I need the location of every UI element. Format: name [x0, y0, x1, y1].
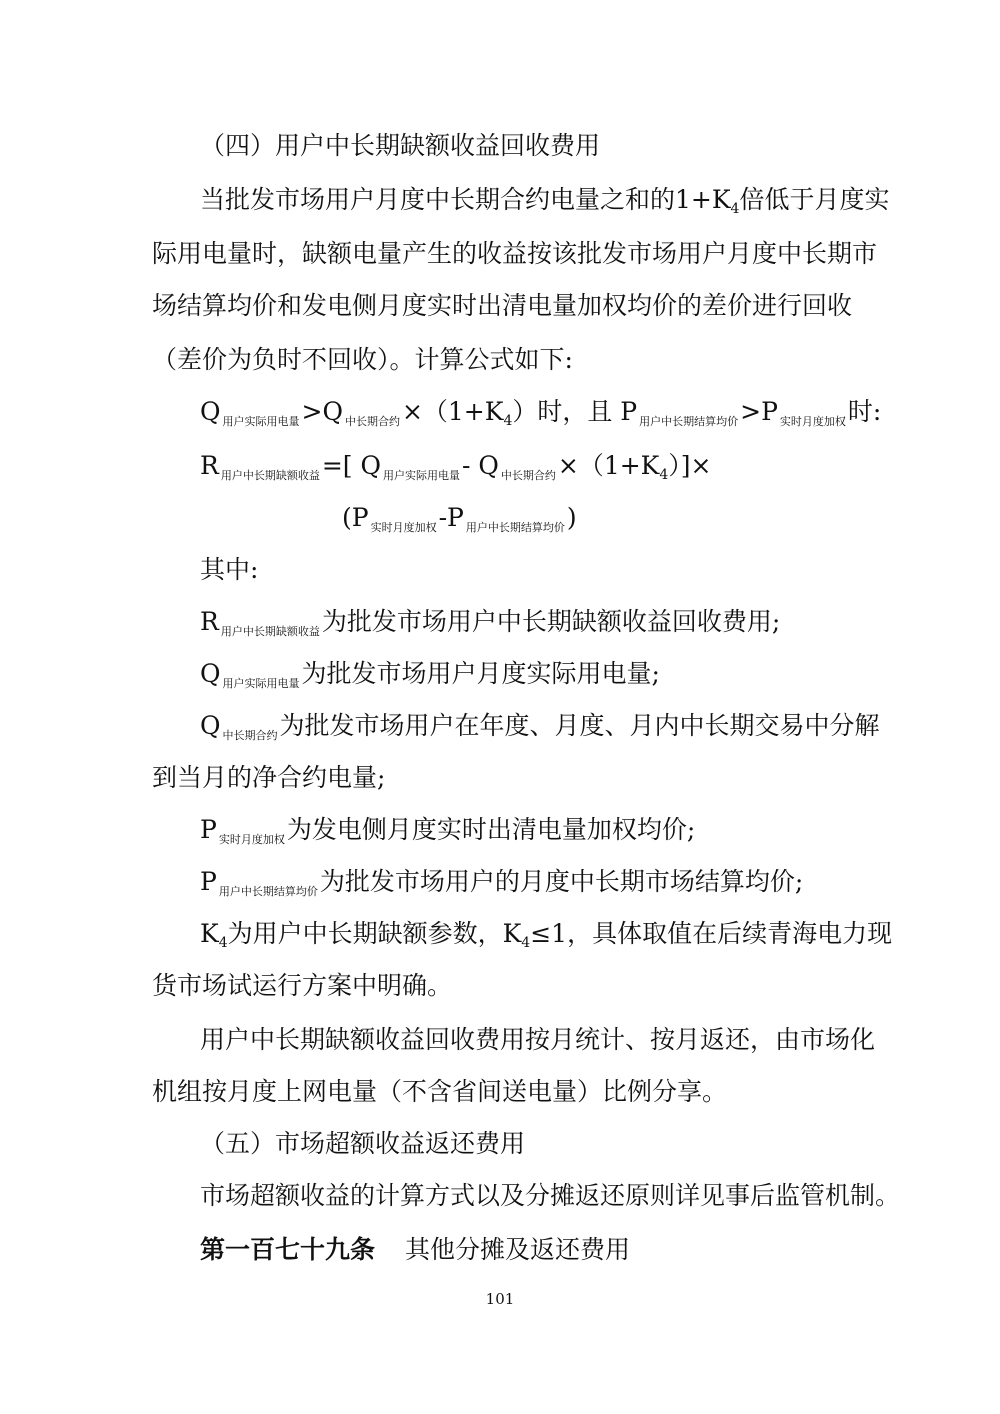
formula-condition: Q $_{用户实际用电量}$>Q $_{中长期合约}\times(1+K_4)$时，且 P $_{用户中长期结算均价}$>P $_{实时月度加权}$时: [200, 397, 882, 429]
definition-r: R $_{用户中长期缺额收益}$为批发市场用户中长期缺额收益回收费用; [200, 607, 781, 638]
article-label: 第一百七十九条 [200, 1235, 376, 1264]
definition-p-realtime: P $_{实时月度加权}$为发电侧月度实时出清电量加权均价; [200, 815, 696, 846]
formula-equation: R $_{用户中长期缺额收益}$=[ Q $_{用户实际用电量}$- Q $_{中长期合约}\times(1+K_4)]\times$ [200, 451, 712, 483]
section-heading-5: （五）市场超额收益返还费用 [200, 1129, 526, 1158]
definition-p-settlement: P $_{用户中长期结算均价}$为批发市场用户的月度中长期市场结算均价; [200, 867, 804, 898]
formula-equation-continued: (P $_{实时月度加权}$-P $_{用户中长期结算均价}$) [342, 503, 577, 534]
page-number: 101 [485, 1290, 515, 1308]
definition-q-contract-continued: 到当月的净合约电量; [152, 763, 386, 792]
paragraph-line: （差价为负时不回收）。计算公式如下: [152, 345, 573, 374]
definition-k: $K_4$为用户中长期缺额参数，$K_4\le 1$，具体取值在后续青海电力现 [200, 919, 893, 951]
where-label: 其中: [200, 555, 259, 584]
definition-q-actual: Q $_{用户实际用电量}$为批发市场用户月度实际用电量; [200, 659, 660, 690]
article-title: 其他分摊及返还费用 [405, 1235, 631, 1264]
section-heading-4: （四）用户中长期缺额收益回收费用 [200, 131, 601, 160]
paragraph-line: 际用电量时，缺额电量产生的收益按该批发市场用户月度中长期市 [152, 239, 878, 268]
paragraph-line: 市场超额收益的计算方式以及分摊返还原则详见事后监管机制。 [200, 1181, 901, 1210]
paragraph-line: 当批发市场用户月度中长期合约电量之和的$1+K_4$倍低于月度实 [200, 185, 890, 217]
definition-q-contract: Q $_{中长期合约}$为批发市场用户在年度、月度、月内中长期交易中分解 [200, 711, 880, 742]
article-heading [0, 1234, 1000, 1266]
definition-k-continued: 货市场试运行方案中明确。 [152, 971, 453, 1000]
paragraph-line: 机组按月度上网电量（不含省间送电量）比例分享。 [152, 1077, 728, 1106]
paragraph-line: 场结算均价和发电侧月度实时出清电量加权均价的差价进行回收 [152, 291, 853, 320]
paragraph-line: 用户中长期缺额收益回收费用按月统计、按月返还，由市场化 [200, 1025, 876, 1054]
